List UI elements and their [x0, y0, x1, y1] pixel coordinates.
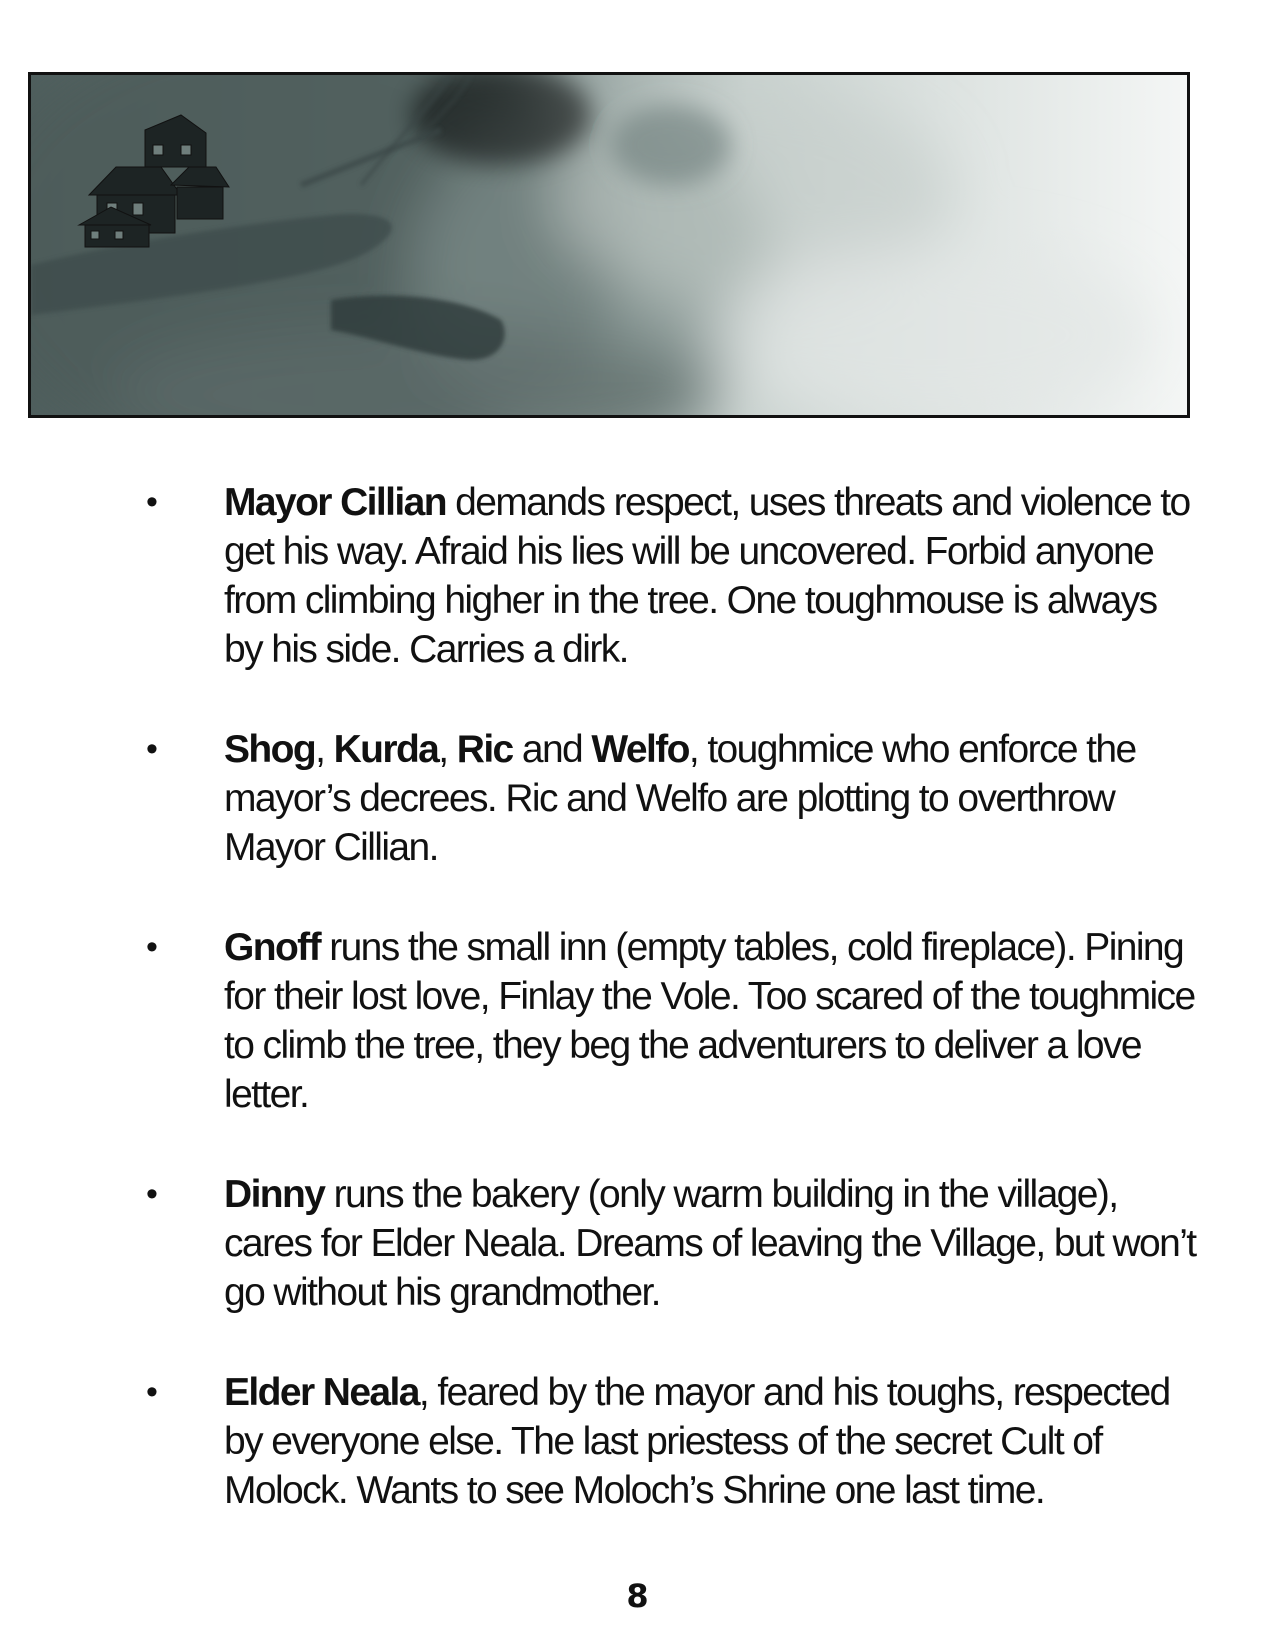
npc-name: Dinny	[224, 1173, 325, 1216]
npc-name: Kurda	[333, 728, 439, 771]
ink-wash-tree-village-illustration	[31, 75, 1187, 415]
bullet: •	[146, 928, 157, 966]
npc-name: Mayor Cillian	[224, 481, 446, 524]
npc-list	[140, 478, 1200, 1515]
bullet: •	[146, 1373, 157, 1411]
npc-entry	[140, 1170, 1200, 1317]
npc-description: , feared by the mayor and his toughs, respected by everyone else. The last priestess of the secret Cult of Molock. Wants to see Moloch’s Shrine one last time.	[224, 1371, 1170, 1512]
npc-entry	[140, 1368, 1200, 1515]
npc-separator: ,	[315, 728, 334, 771]
bullet: •	[146, 483, 157, 521]
npc-name: Gnoff	[224, 926, 320, 969]
npc-description: , toughmice who enforce the mayor’s decrees. Ric and Welfo are plotting to overthrow Mayor Cillian.	[224, 728, 1136, 869]
npc-description: runs the bakery (only warm building in the village), cares for Elder Neala. Dreams of leaving the Village, but won’t go without his grandmother.	[224, 1173, 1196, 1314]
bullet: •	[146, 1175, 157, 1213]
npc-description: runs the small inn (empty tables, cold fireplace). Pining for their lost love, Finlay the Vole. Too scared of the toughmice to climb the tree, they beg the adventurers to deliver a love letter.	[224, 926, 1195, 1116]
npc-entry	[140, 478, 1200, 674]
npc-name: Welfo	[591, 728, 689, 771]
npc-name: Shog	[224, 728, 316, 771]
npc-entry	[140, 923, 1200, 1119]
npc-name: Ric	[456, 728, 513, 771]
page-number: 8	[626, 1577, 649, 1615]
npc-separator: ,	[438, 728, 457, 771]
bullet: •	[146, 730, 157, 768]
npc-entry	[140, 725, 1200, 872]
npc-separator: and	[512, 728, 592, 771]
npc-name: Elder Neala	[224, 1371, 419, 1414]
header-illustration	[28, 72, 1190, 418]
npc-description: demands respect, uses threats and violence to get his way. Afraid his lies will be uncovered. Forbid anyone from climbing higher in the tree. One toughmouse is always by his side. Carries a dirk.	[224, 481, 1190, 671]
